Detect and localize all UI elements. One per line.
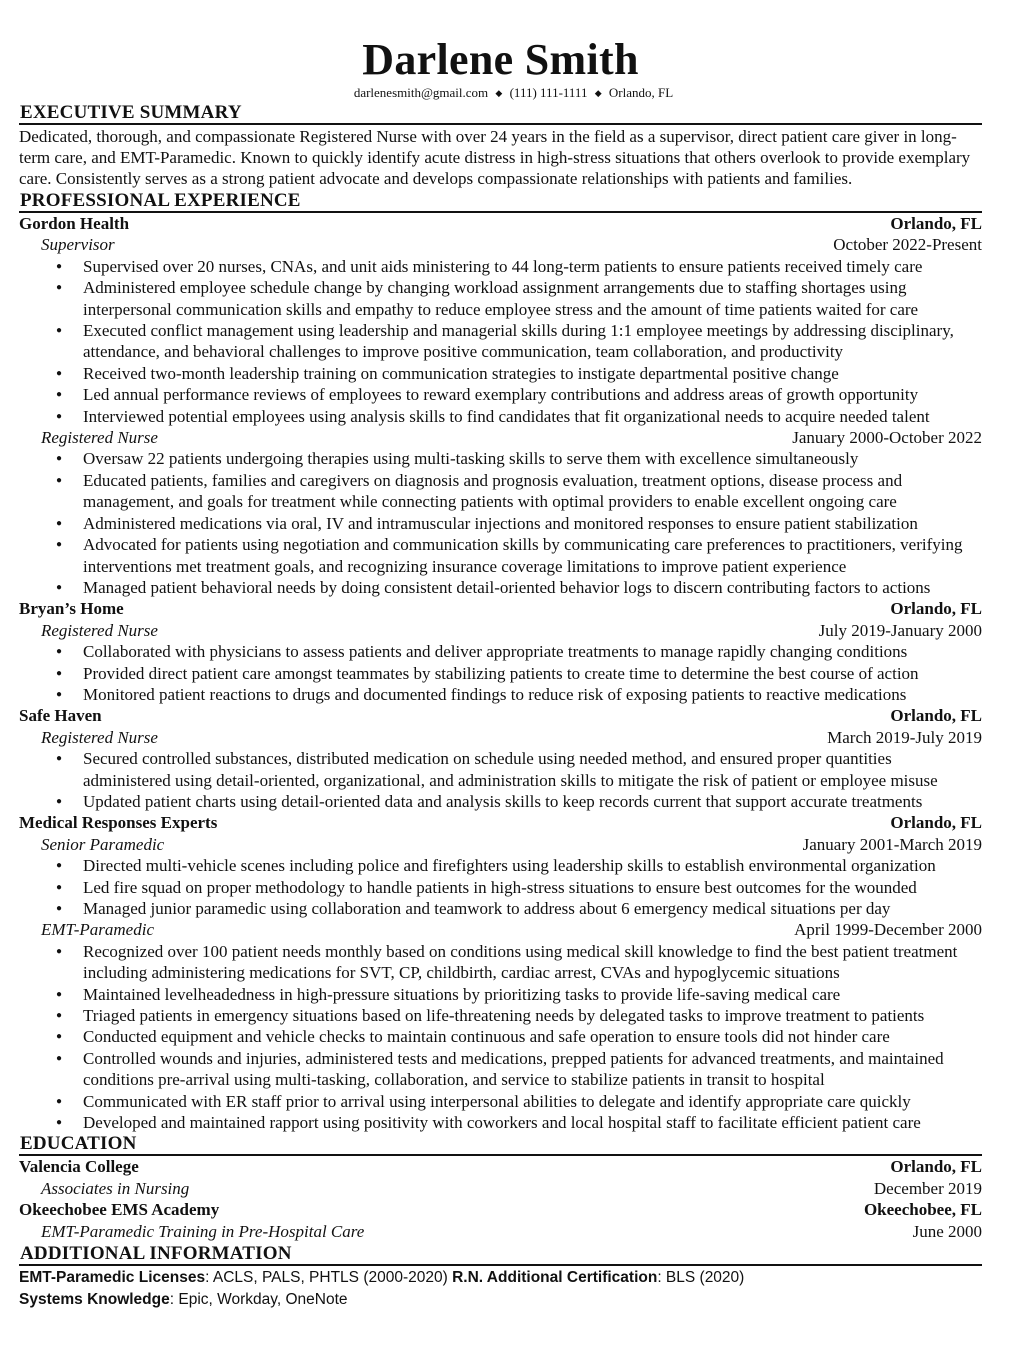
bullet-item: ● Advocated for patients using negotiation and communication skills by communicating care preferences to practitioners, verifying interventions met treatment goals, and recognizing insurance coverage limitations to improve patient experience <box>19 534 982 577</box>
program-date: June 2000 <box>912 1221 982 1241</box>
employer-name: Safe Haven <box>19 706 102 726</box>
systems-value: : Epic, Workday, OneNote <box>169 1290 348 1308</box>
role-row <box>19 427 982 448</box>
bullet-list <box>19 641 982 705</box>
school-row <box>19 1199 982 1220</box>
employer-location: Orlando, FL <box>890 706 982 726</box>
bullet-item: ● Secured controlled substances, distributed medication on schedule using needed method, and ensured proper quantities administered using detail-oriented, organizational, and administration skills to mitigate the risk of patient or employee misuse <box>19 748 982 791</box>
contact-email: darlenesmith@gmail.com <box>353 85 489 100</box>
employer-row <box>19 598 982 619</box>
bullet-item: ● Provided direct patient care amongst teammates by stabilizing patients to create time to determine the best course of action <box>19 663 982 684</box>
role-row <box>19 234 982 255</box>
employer-location: Orlando, FL <box>890 599 982 619</box>
bullet-item: ● Educated patients, families and caregivers on diagnosis and prognosis evaluation, treatment options, disease process and management, and goals for treatment while connecting patients with optimal providers to enable excellent ongoing care <box>19 470 982 513</box>
section-title-additional: ADDITIONAL INFORMATION <box>19 1244 982 1266</box>
role-title: Registered Nurse <box>41 428 158 448</box>
role-title: Senior Paramedic <box>41 834 165 854</box>
employer-row <box>19 812 982 833</box>
role-dates: April 1999-December 2000 <box>794 920 982 940</box>
education-list <box>19 1156 982 1242</box>
licenses-value: : ACLS, PALS, PHTLS (2000-2020) <box>205 1269 453 1287</box>
program-row <box>19 1178 982 1199</box>
resume-page <box>0 36 1024 1310</box>
role-dates: March 2019-July 2019 <box>827 727 982 747</box>
role-dates: January 2001-March 2019 <box>802 834 982 854</box>
employer-location: Orlando, FL <box>890 214 982 233</box>
section-title-education: EDUCATION <box>19 1134 982 1156</box>
certification-value: : BLS (2020) <box>657 1269 745 1287</box>
school-row <box>19 1156 982 1177</box>
certification-label: R.N. Additional Certification <box>452 1269 658 1287</box>
role-row <box>19 727 982 748</box>
role-title: Registered Nurse <box>41 620 158 640</box>
candidate-name: Darlene Smith <box>362 35 639 84</box>
contact-line <box>19 85 982 101</box>
bullet-item: ● Supervised over 20 nurses, CNAs, and unit aids ministering to 44 long-term patients to ensure patients received timely care <box>19 256 982 277</box>
bullet-item: ● Managed junior paramedic using collaboration and teamwork to address about 6 emergency medical situations per day <box>19 898 982 919</box>
summary-text: Dedicated, thorough, and compassionate Registered Nurse with over 24 years in the field as a supervisor, direct patient care giver in long-term care, and EMT-Paramedic. Known to quickly identify acute distress in high-stress situations that others overlook to provide exemplary care. Consistently serves as a strong patient advocate and develops compassionate relationships with patients and families. <box>19 127 971 188</box>
bullet-list <box>19 256 982 427</box>
school-name: Valencia College <box>19 1157 139 1177</box>
role-dates: July 2019-January 2000 <box>818 620 982 640</box>
section-title-experience: PROFESSIONAL EXPERIENCE <box>19 191 982 213</box>
program-date: December 2019 <box>873 1178 982 1198</box>
program-row <box>19 1221 982 1242</box>
employer-location: Orlando, FL <box>890 813 982 833</box>
bullet-item: ● Communicated with ER staff prior to arrival using interpersonal abilities to delegate and identify appropriate care quickly <box>19 1091 982 1112</box>
diamond-separator-icon: ◆ <box>495 88 503 98</box>
bullet-item: ● Conducted equipment and vehicle checks to maintain continuous and safe operation to ensure tools did not hinder care <box>19 1026 982 1047</box>
additional-line-licenses <box>19 1267 982 1288</box>
additional-line-systems <box>19 1289 982 1310</box>
bullet-item: ● Executed conflict management using leadership and managerial skills during 1:1 employee meetings by addressing disciplinary, attendance, and behavioral challenges to improve positive communication, team collaboration, and productivity <box>19 320 982 363</box>
employer-name: Medical Responses Experts <box>19 813 218 833</box>
bullet-list <box>19 941 982 1134</box>
bullet-item: ● Led annual performance reviews of employees to reward exemplary contributions and address areas of growth opportunity <box>19 384 982 405</box>
bullet-list <box>19 448 982 598</box>
bullet-item: ● Led fire squad on proper methodology to handle patients in high-stress situations to ensure best outcomes for the wounded <box>19 877 982 898</box>
role-title: Supervisor <box>41 235 115 255</box>
bullet-item: ● Controlled wounds and injuries, administered tests and medications, prepped patients for advanced treatments, and maintained conditions pre-arrival using multi-tasking, collaboration, and service to stabilize patients in transit to hospital <box>19 1048 982 1091</box>
section-title-summary: EXECUTIVE SUMMARY <box>19 103 982 125</box>
bullet-item: ● Oversaw 22 patients undergoing therapies using multi-tasking skills to serve them with excellence simultaneously <box>19 448 982 469</box>
role-row <box>19 834 982 855</box>
bullet-item: ● Monitored patient reactions to drugs and documented findings to reduce risk of exposing patients to reactive medications <box>19 684 982 705</box>
employer-row <box>19 705 982 726</box>
school-name: Okeechobee EMS Academy <box>19 1200 220 1220</box>
bullet-item: ● Administered employee schedule change by changing workload assignment arrangements due to staffing shortages using interpersonal communication skills and empathy to reduce employee stress and the amount of time patients waited for care <box>19 277 982 320</box>
bullet-list <box>19 855 982 919</box>
bullet-item: ● Directed multi-vehicle scenes including police and firefighters using leadership skills to establish environmental organization <box>19 855 982 876</box>
licenses-label: EMT-Paramedic Licenses <box>19 1269 206 1287</box>
experience-list <box>19 213 982 1133</box>
bullet-item: ● Interviewed potential employees using analysis skills to find candidates that fit organizational needs to acquire needed talent <box>19 406 982 427</box>
employer-row <box>19 213 982 234</box>
bullet-item: ● Managed patient behavioral needs by doing consistent detail-oriented behavior logs to discern contributing factors to actions <box>19 577 982 598</box>
role-dates: January 2000-October 2022 <box>792 428 982 448</box>
school-location: Okeechobee, FL <box>863 1200 982 1220</box>
role-row <box>19 919 982 940</box>
bullet-item: ● Updated patient charts using detail-oriented data and analysis skills to keep records current that support accurate treatments <box>19 791 982 812</box>
bullet-item: ● Maintained levelheadedness in high-pressure situations by prioritizing tasks to provide life-saving medical care <box>19 984 982 1005</box>
additional-info <box>19 1267 982 1310</box>
bullet-item: ● Triaged patients in emergency situations based on life-threatening needs by delegated tasks to improve treatment to patients <box>19 1005 982 1026</box>
role-title: EMT-Paramedic <box>41 920 154 940</box>
bullet-item: ● Collaborated with physicians to assess patients and deliver appropriate treatments to manage rapidly changing conditions <box>19 641 982 662</box>
diamond-separator-icon: ◆ <box>594 88 602 98</box>
bullet-item: ● Received two-month leadership training on communication strategies to instigate departmental positive change <box>19 363 982 384</box>
role-dates: October 2022-Present <box>833 235 982 255</box>
program-name: EMT-Paramedic Training in Pre-Hospital Care <box>41 1221 365 1241</box>
contact-location: Orlando, FL <box>608 85 674 100</box>
role-row <box>19 620 982 641</box>
school-location: Orlando, FL <box>890 1157 982 1177</box>
bullet-item: ● Recognized over 100 patient needs monthly based on conditions using medical skill knowledge to find the best patient treatment including administering medications for SVT, CP, childbirth, cardiac arrest, CVAs and hypoglycemic situations <box>19 941 982 984</box>
contact-phone: (111) 111-1111 <box>509 85 588 100</box>
employer-name: Gordon Health <box>19 214 130 233</box>
bullet-item: ● Administered medications via oral, IV and intramuscular injections and monitored responses to ensure patient stabilization <box>19 513 982 534</box>
bullet-list <box>19 748 982 812</box>
bullet-item: ● Developed and maintained rapport using positivity with coworkers and local hospital staff to facilitate efficient patient care <box>19 1112 982 1133</box>
employer-name: Bryan’s Home <box>19 599 124 619</box>
role-title: Registered Nurse <box>41 727 158 747</box>
program-name: Associates in Nursing <box>41 1178 190 1198</box>
systems-label: Systems Knowledge <box>19 1290 170 1308</box>
